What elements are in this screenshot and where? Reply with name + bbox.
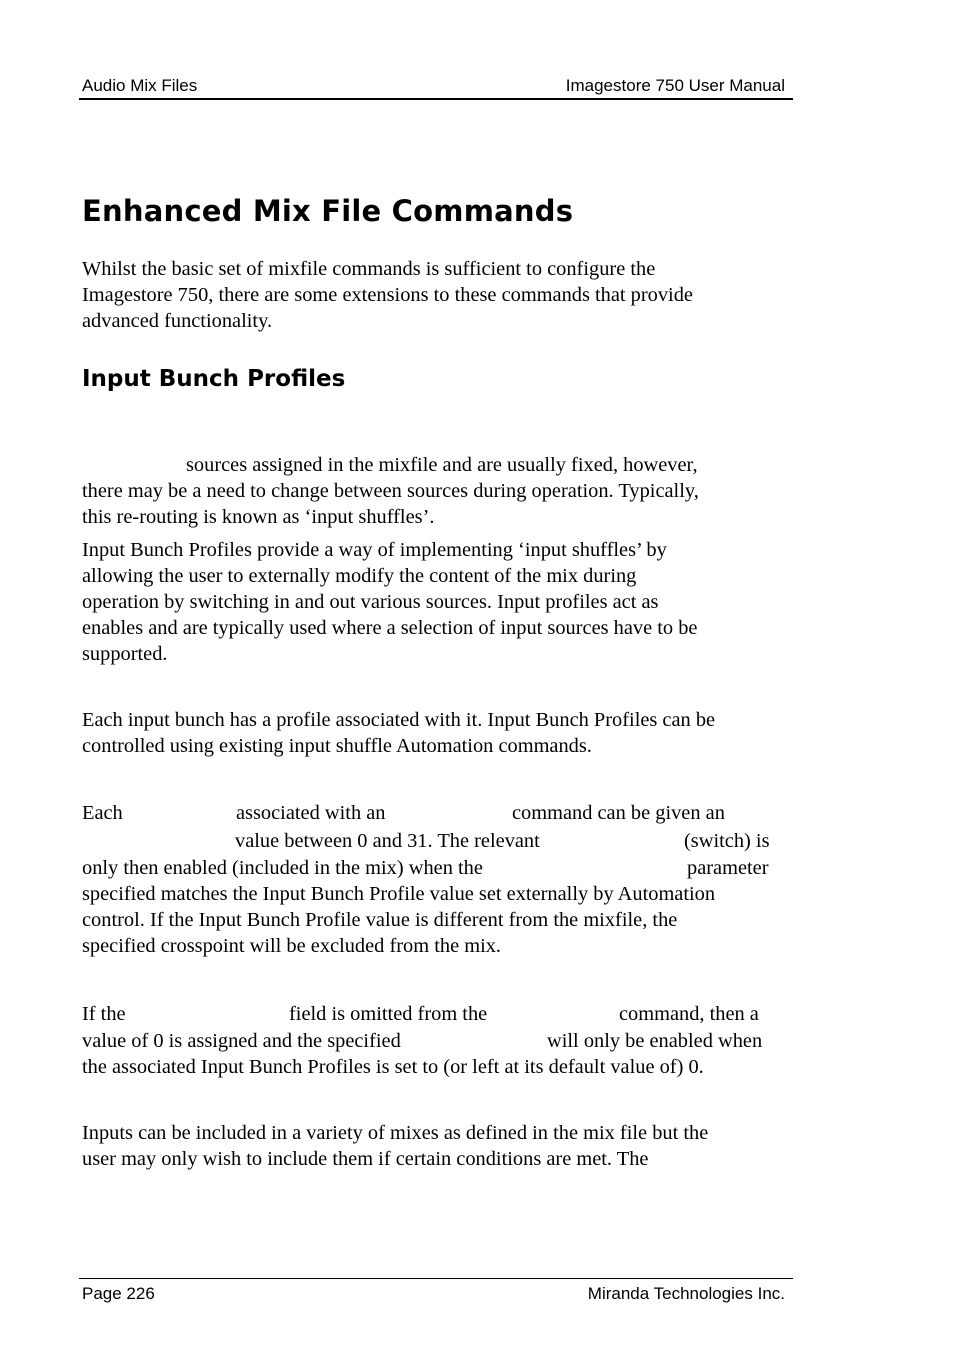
text-line: there may be a need to change between sources during operation. Typically, [82, 480, 699, 502]
page-number: Page 226 [82, 1284, 155, 1303]
text-line: Inputs can be included in a variety of mixes as defined in the mix file but the [82, 1122, 709, 1144]
intro-paragraph [82, 256, 794, 334]
text-segment: Each [82, 802, 123, 824]
text-segment: will only be enabled when [547, 1030, 763, 1052]
text-segment: command, then a [619, 1003, 759, 1025]
text-segment: associated with an [236, 802, 386, 824]
text-line: control. If the Input Bunch Profile value is different from the mixfile, the [82, 909, 678, 931]
text-line: Whilst the basic set of mixfile commands is sufficient to configure the [82, 258, 656, 280]
footer-divider [79, 1278, 793, 1279]
paragraph-1 [82, 478, 794, 530]
text-segment: (switch) is [684, 830, 770, 852]
footer-company: Miranda Technologies Inc. [587, 1284, 785, 1303]
text-line: specified matches the Input Bunch Profile value set externally by Automation [82, 883, 716, 905]
text-line: specified crosspoint will be excluded from the mix. [82, 935, 502, 957]
text-segment: field is omitted from the [289, 1003, 488, 1025]
header-manual-title: Imagestore 750 User Manual [565, 76, 785, 95]
text-line: user may only wish to include them if certain conditions are met. The [82, 1148, 649, 1170]
header-divider [79, 98, 793, 100]
paragraph-4 [82, 881, 794, 959]
text-line: allowing the user to externally modify the content of the mix during [82, 565, 637, 587]
text-segment: the associated Input Bunch Profiles is set to (or left at its default value of) 0. [82, 1056, 704, 1078]
text-segment: sources assigned in the mixfile and are usually fixed, however, [186, 454, 698, 476]
text-line: advanced functionality. [82, 310, 273, 332]
text-line: Input Bunch Profiles provide a way of implementing ‘input shuffles’ by [82, 539, 667, 561]
text-segment: command can be given an [512, 802, 725, 824]
text-line: Each input bunch has a profile associated with it. Input Bunch Profiles can be [82, 709, 716, 731]
text-segment: If the [82, 1003, 126, 1025]
text-line: supported. [82, 643, 168, 665]
text-segment: parameter [687, 857, 769, 879]
text-line: enables and are typically used where a selection of input sources have to be [82, 617, 698, 639]
page-title: Enhanced Mix File Commands [82, 194, 574, 228]
header-section-title: Audio Mix Files [82, 76, 198, 95]
text-line: controlled using existing input shuffle Automation commands. [82, 735, 592, 757]
paragraph-3 [82, 707, 794, 759]
text-segment: value between 0 and 31. The relevant [235, 830, 540, 852]
text-segment: only then enabled (included in the mix) when the [82, 857, 483, 879]
text-segment: value of 0 is assigned and the specified [82, 1030, 401, 1052]
text-line: operation by switching in and out various sources. Input profiles act as [82, 591, 659, 613]
section-heading: Input Bunch Profiles [82, 366, 346, 392]
text-line: this re-routing is known as ‘input shuffles’. [82, 506, 435, 528]
paragraph-6 [82, 1120, 794, 1172]
text-line: Imagestore 750, there are some extensions to these commands that provide [82, 284, 693, 306]
paragraph-2 [82, 537, 794, 667]
